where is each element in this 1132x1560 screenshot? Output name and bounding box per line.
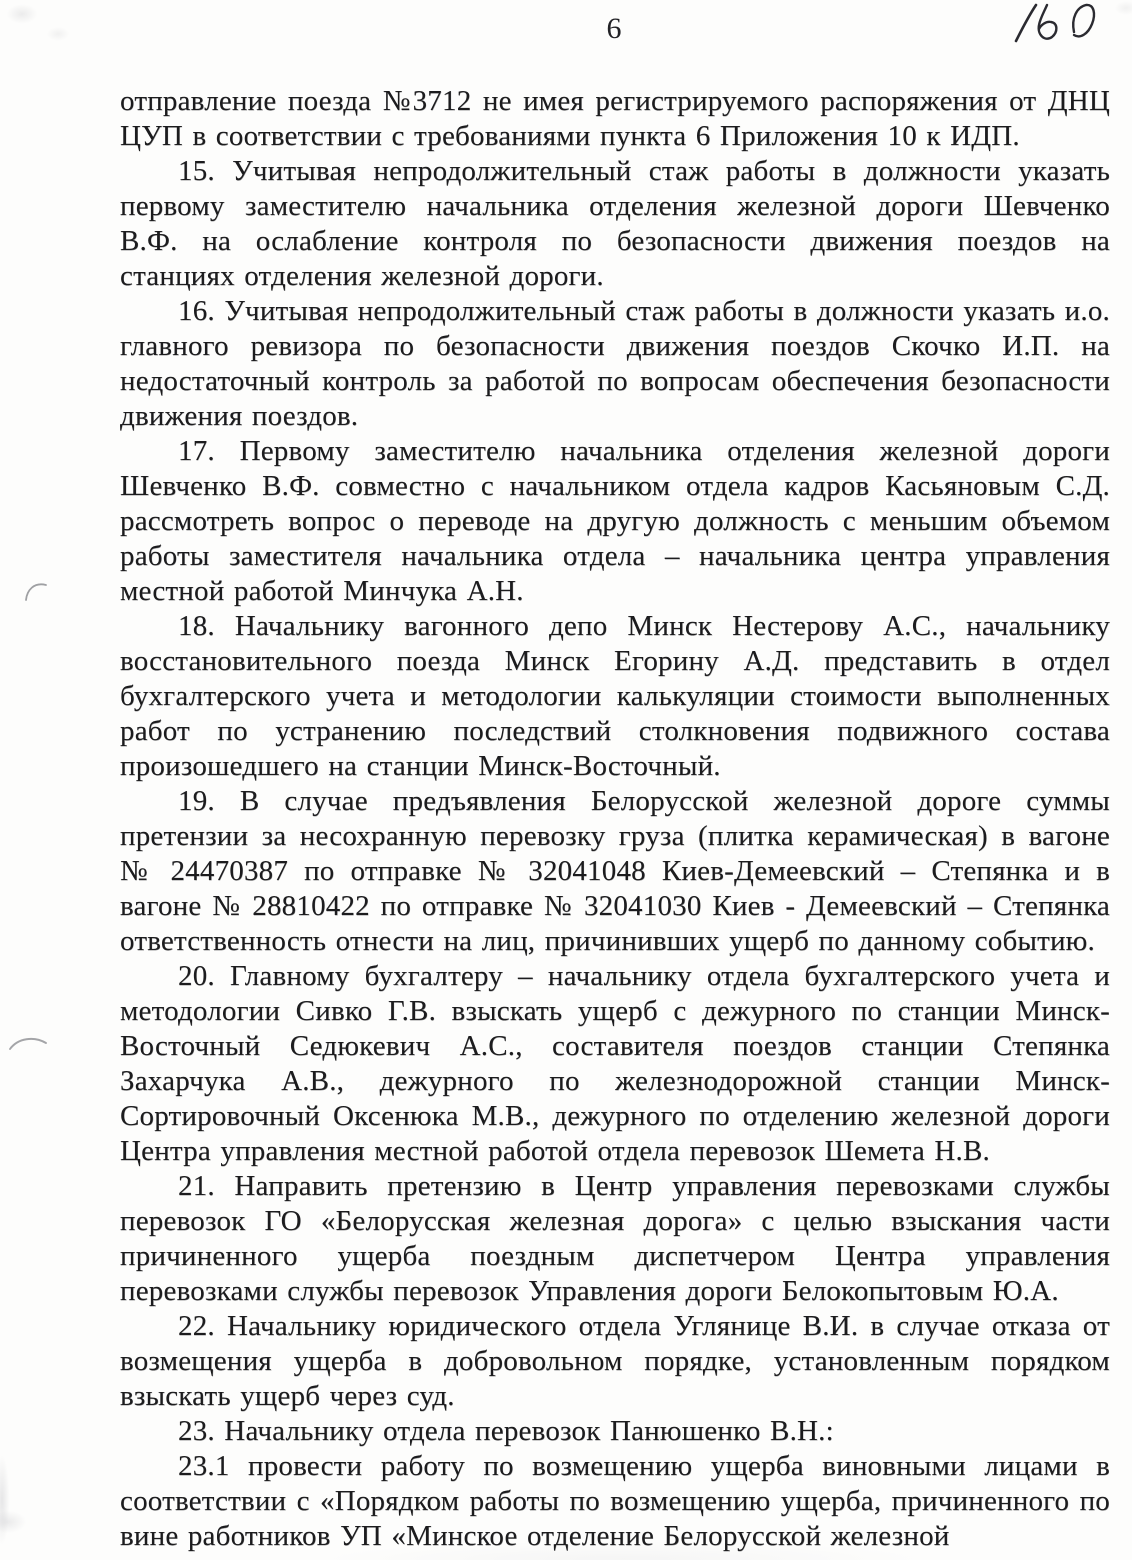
paragraph-17: 17. Первому заместителю начальника отделения железной дороги Шевченко В.Ф. совместно с начальником отдела кадров Касьяновым С.Д. рассмотреть вопрос о переводе на другую должность с меньшим объемом работы заместителя начальника отдела – начальника центра управления местной работой Минчука А.Н. (120, 435, 1110, 607)
paragraph-15: 15. Учитывая непродолжительный стаж работы в должности указать первому заместителю начальника отделения железной дороги Шевченко В.Ф. на ослабление контроля по безопасности движения поездов на станциях отделения железной дороги. (120, 155, 1110, 292)
paragraph-19: 19. В случае предъявления Белорусской железной дороге суммы претензии за несохранную перевозку груза (плитка керамическая) в вагоне № 24470387 по отправке № 32041048 Киев-Демеевский – Степянка и в вагоне № 28810422 по отправке № 32041030 Киев - Демеевский – Степянка ответственность отнести на лиц, причинивших ущерб по данному событию. (120, 785, 1110, 957)
paragraph-22: 22. Начальнику юридического отдела Углянице В.И. в случае отказа от возмещения ущерба в добровольном порядке, установленным порядком взыскать ущерб через суд. (120, 1310, 1110, 1412)
paragraph-20: 20. Главному бухгалтеру – начальнику отдела бухгалтерского учета и методологии Сивко Г.В. взыскать ущерб с дежурного по станции Минск-Восточный Седюкевич А.С., составителя поездов станции Степянка Захарчука А.В., дежурного по железнодорожной станции Минск-Сортировочный Оксенюка М.В., дежурного по отделению железной дороги Центра управления местной работой отдела перевозок Шемета Н.В. (120, 960, 1110, 1167)
handwritten-digit-0 (1073, 5, 1094, 36)
handwritten-digit-1 (1016, 5, 1036, 41)
paragraph-continuation: отправление поезда №3712 не имея регистрируемого распоряжения от ДНЦ ЦУП в соответствии с требованиями пункта 6 Приложения 10 к ИДП. (120, 85, 1110, 152)
document-body (120, 84, 1110, 1554)
paragraph-18: 18. Начальнику вагонного депо Минск Нестерову А.С., начальнику восстановительного поезда Минск Егорину А.Д. представить в отдел бухгалтерского учета и методологии калькуляции стоимости выполненных работ по устранению последствий столкновения подвижного состава произошедшего на станции Минск-Восточный. (120, 610, 1110, 782)
pen-arc-stroke (10, 1039, 46, 1049)
page-number: 6 (606, 12, 622, 45)
paragraph-23: 23. Начальнику отдела перевозок Панюшенко В.Н.: (178, 1415, 834, 1447)
handwritten-digit-5 (1039, 5, 1057, 39)
paragraph-21: 21. Направить претензию в Центр управления перевозками службы перевозок ГО «Белорусская железная дорога» с целью взыскания части причиненного ущерба поездным диспетчером Центра управления перевозками службы перевозок Управления дороги Белокопытовым Ю.А. (120, 1170, 1110, 1307)
paragraph-16: 16. Учитывая непродолжительный стаж работы в должности указать и.о. главного ревизора по безопасности движения поездов Скочко И.П. на недостаточный контроль за работой по вопросам обеспечения безопасности движения поездов. (120, 295, 1110, 432)
pen-arc-stroke (26, 584, 46, 600)
pen-mark-arc-upper-left (24, 578, 52, 602)
handwritten-folio-number-150 (1012, 2, 1098, 46)
paragraph-23-1: 23.1 провести работу по возмещению ущерба виновными лицами в соответствии с «Порядком работы по возмещению ущерба, причиненного по вине работников УП «Минское отделение Белорусской железной (120, 1450, 1110, 1552)
pen-mark-arc-lower-left (8, 1034, 48, 1054)
